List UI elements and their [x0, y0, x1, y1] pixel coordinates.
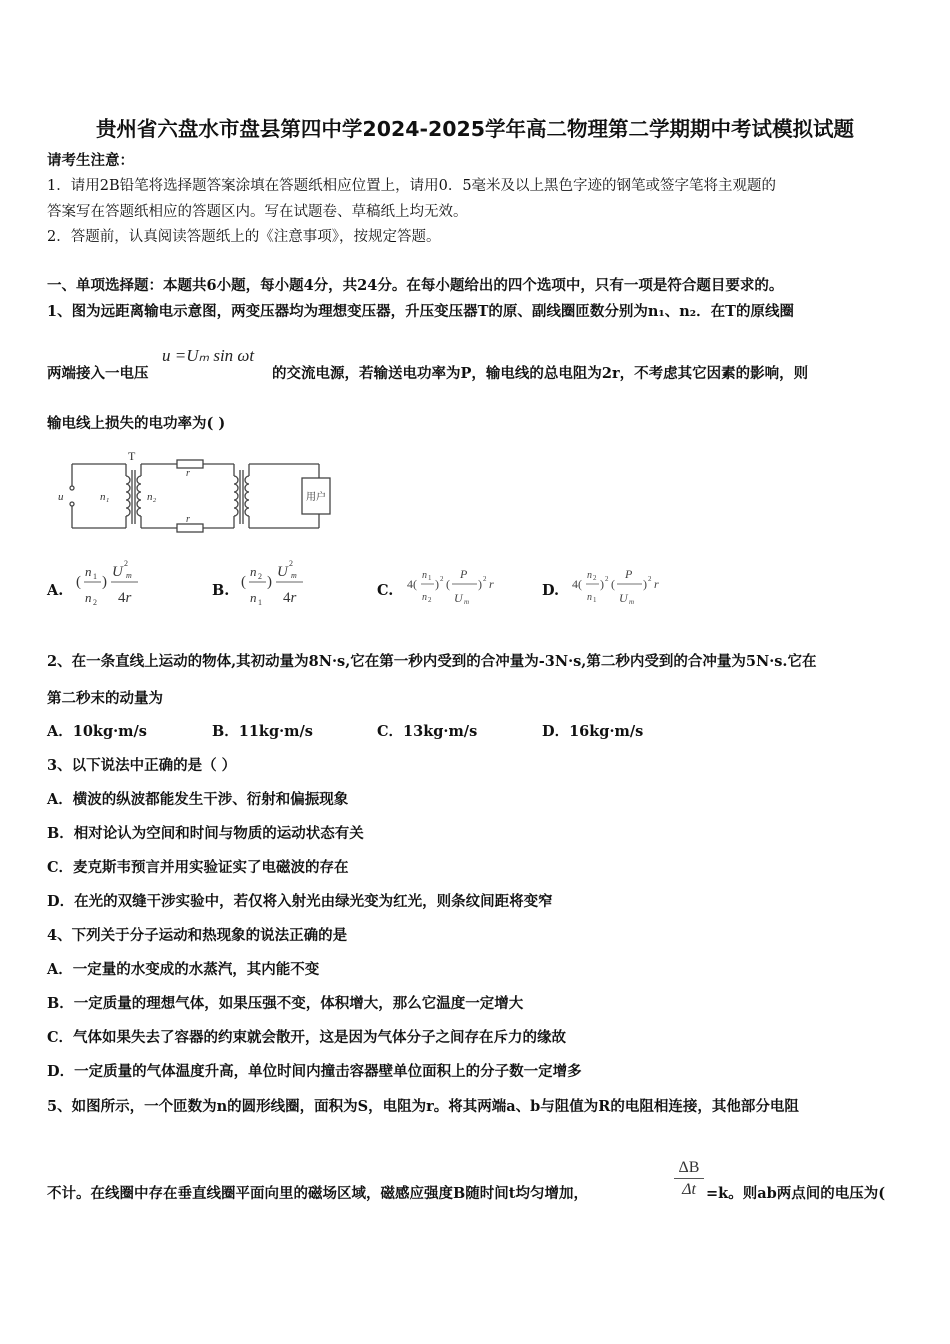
source-label: u [58, 491, 64, 503]
notice-item-1b: 答案写在答题纸相应的答题区内。写在试题卷、草稿纸上均无效。 [47, 204, 468, 220]
n1-label: n₁ [100, 491, 110, 503]
q1-option-b-formula [239, 556, 329, 610]
svg-text:n: n [85, 590, 92, 605]
svg-text:2: 2 [258, 572, 262, 581]
n2-label: n₂ [147, 491, 157, 503]
notice-item-2: 2．答题前，认真阅读答题纸上的《注意事项》，按规定答题。 [47, 229, 441, 245]
svg-text:n: n [85, 564, 92, 579]
notice-item-1a: 1．请用2B铅笔将选择题答案涂填在答题纸相应位置上，请用0．5毫米及以上黑色字迹的钢笔或签字笔将主观题的 [47, 178, 777, 194]
svg-text:): ) [643, 577, 647, 591]
svg-text:2: 2 [593, 574, 597, 582]
q1-line2a: 两端接入一电压 [47, 365, 149, 382]
q3-option-b: B．相对论认为空间和时间与物质的运动状态有关 [47, 825, 364, 842]
svg-text:1: 1 [428, 574, 432, 582]
q5-fraction-denominator: Δt [682, 1181, 696, 1198]
q4-stem: 4、下列关于分子运动和热现象的说法正确的是 [47, 927, 348, 944]
svg-text:U: U [619, 591, 628, 605]
svg-text:P: P [625, 567, 633, 581]
q3-option-a: A．横波的纵波都能发生干涉、衍射和偏振现象 [47, 791, 349, 808]
section-heading: 一、单项选择题：本题共6小题，每小题4分，共24分。在每小题给出的四个选项中，只有一项是符合题目要求的。 [47, 277, 784, 294]
q1-option-a-formula [74, 556, 164, 610]
svg-text:(: ( [241, 574, 246, 590]
q2-line2: 第二秒末的动量为 [47, 690, 163, 707]
svg-text:2: 2 [428, 596, 432, 604]
svg-text:2: 2 [124, 559, 128, 568]
svg-text:): ) [102, 574, 107, 590]
q2-option-a: A．10kg·m/s [47, 723, 147, 740]
q2-option-d: D．16kg·m/s [542, 723, 644, 740]
svg-text:): ) [478, 577, 482, 591]
upper-resistor-label: r [186, 468, 190, 479]
q1-option-d-label: D. [542, 582, 560, 599]
svg-text:r: r [654, 577, 659, 591]
transmission-diagram [44, 448, 334, 544]
svg-text:m: m [291, 571, 297, 580]
q1-voltage-formula-text: u =Uₘ sin ωt [162, 346, 255, 365]
svg-text:(: ( [611, 577, 615, 591]
q3-option-d: D．在光的双缝干涉实验中，若仅将入射光由绿光变为红光，则条纹间距将变窄 [47, 893, 553, 910]
q5-line2b: =k。则ab两点间的电压为( [706, 1185, 886, 1202]
svg-text:m: m [126, 571, 132, 580]
q1-line3: 输电线上损失的电功率为( ) [47, 415, 226, 432]
svg-text:U: U [112, 564, 123, 580]
q2-option-b: B．11kg·m/s [212, 723, 313, 740]
svg-text:4r: 4r [283, 590, 297, 606]
svg-text:r: r [489, 577, 494, 591]
q5-line2a: 不计。在线圈中存在垂直线圈平面向里的磁场区域，磁感应强度B随时间t均匀增加， [47, 1185, 588, 1202]
q1-option-c-formula [405, 564, 515, 610]
svg-text:1: 1 [258, 598, 262, 607]
svg-text:n: n [422, 570, 427, 581]
svg-text:n: n [250, 564, 257, 579]
q4-option-d: D．一定质量的气体温度升高，单位时间内撞击容器壁单位面积上的分子数一定增多 [47, 1063, 582, 1080]
q1-voltage-formula [162, 346, 254, 366]
svg-text:m: m [629, 598, 635, 606]
notice-heading: 请考生注意： [47, 152, 134, 169]
q1-option-a-label: A. [47, 582, 64, 599]
svg-text:P: P [460, 567, 468, 581]
svg-text:2: 2 [483, 575, 487, 583]
q5-rate-fraction [674, 1158, 704, 1201]
svg-text:n: n [587, 592, 592, 603]
svg-text:): ) [600, 577, 604, 591]
q4-option-a: A．一定量的水变成的水蒸汽，其内能不变 [47, 961, 320, 978]
q1-line1: 1、图为远距离输电示意图，两变压器均为理想变压器，升压变压器T的原、副线圈匝数分别为n₁、n₂．在T的原线圈 [47, 303, 794, 320]
q5-fraction-numerator: ΔB [674, 1158, 704, 1179]
svg-text:2: 2 [648, 575, 652, 583]
q2-option-c: C．13kg·m/s [377, 723, 478, 740]
q1-option-d-formula [570, 564, 680, 610]
q1-option-c-label: C. [377, 582, 394, 599]
q1-option-b-label: B. [212, 582, 230, 599]
transformer-label: T [128, 449, 136, 463]
q3-option-c: C．麦克斯韦预言并用实验证实了电磁波的存在 [47, 859, 349, 876]
svg-text:(: ( [446, 577, 450, 591]
user-label: 用户 [306, 492, 326, 503]
svg-text:1: 1 [93, 572, 97, 581]
svg-text:U: U [454, 591, 463, 605]
q1-line2b: 的交流电源，若输送电功率为P，输电线的总电阻为2r，不考虑其它因素的影响，则 [272, 365, 809, 382]
svg-text:U: U [277, 564, 288, 580]
q5-line1: 5、如图所示，一个匝数为n的圆形线圈，面积为S，电阻为r。将其两端a、b与阻值为R的电阻相连接，其他部分电阻 [47, 1098, 799, 1115]
q4-option-c: C．气体如果失去了容器的约束就会散开，这是因为气体分子之间存在斥力的缘故 [47, 1029, 567, 1046]
svg-text:2: 2 [605, 575, 609, 583]
svg-text:4r: 4r [118, 590, 132, 606]
svg-text:): ) [435, 577, 439, 591]
lower-resistor-label: r [186, 514, 190, 525]
svg-text:n: n [422, 592, 427, 603]
svg-text:2: 2 [289, 559, 293, 568]
q2-line1: 2、在一条直线上运动的物体,其初动量为8N·s,它在第一秒内受到的合冲量为-3N·s,第二秒内受到的合冲量为5N·s.它在 [47, 653, 817, 670]
svg-text:2: 2 [93, 598, 97, 607]
svg-text:n: n [250, 590, 257, 605]
svg-text:4(: 4( [572, 577, 582, 591]
svg-text:m: m [464, 598, 470, 606]
svg-text:4(: 4( [407, 577, 417, 591]
svg-text:(: ( [76, 574, 81, 590]
q4-option-b: B．一定质量的理想气体，如果压强不变，体积增大，那么它温度一定增大 [47, 995, 524, 1012]
svg-text:1: 1 [593, 596, 597, 604]
svg-text:2: 2 [440, 575, 444, 583]
svg-text:): ) [267, 574, 272, 590]
svg-text:n: n [587, 570, 592, 581]
page-title: 贵州省六盘水市盘县第四中学2024-2025学年高二物理第二学期期中考试模拟试题 [95, 117, 855, 141]
q3-stem: 3、以下说法中正确的是（ ） [47, 757, 237, 774]
